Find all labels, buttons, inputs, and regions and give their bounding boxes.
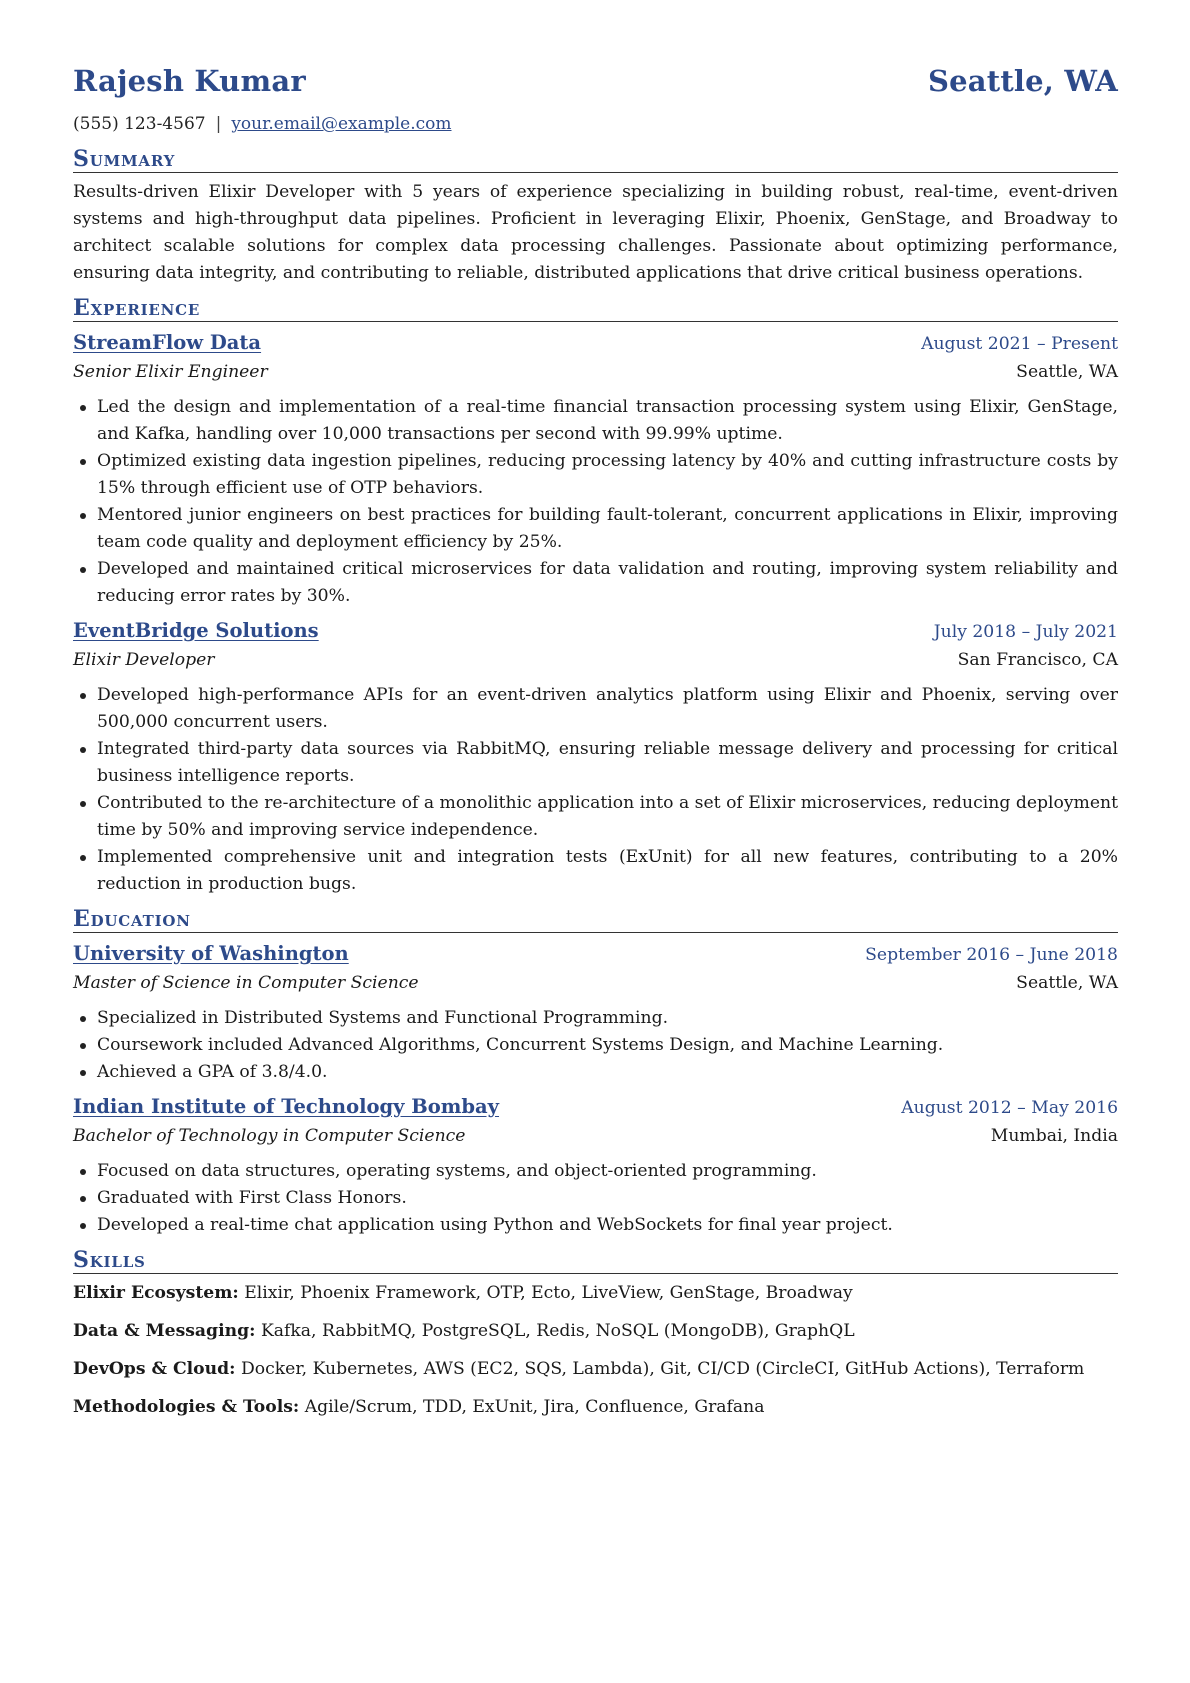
education-entry: [73, 939, 1118, 1086]
skill-items: Agile/Scrum, TDD, ExUnit, Jira, Confluence, Grafana: [304, 1397, 765, 1417]
experience-section: [73, 295, 1118, 898]
degree: Bachelor of Technology in Computer Science: [73, 1126, 466, 1146]
skill-category: Methodologies & Tools:: [73, 1397, 300, 1417]
study-dates: August 2012 – May 2016: [901, 1098, 1118, 1118]
education-entry: [73, 1092, 1118, 1239]
skill-line: [73, 1394, 1118, 1421]
list-item: Achieved a GPA of 3.8/4.0.: [97, 1059, 1118, 1086]
list-item: Focused on data structures, operating systems, and object-oriented programming.: [97, 1158, 1118, 1185]
email-link[interactable]: your.email@example.com: [231, 114, 452, 134]
skills-section: [73, 1247, 1118, 1421]
summary-text: Results-driven Elixir Developer with 5 years of experience specializing in building robust, real-time, event-driven systems and high-throughput data pipelines. Proficient in leveraging Elixir, Phoenix, GenStage, and Broadway to architect scalable solutions for complex data processing challenges. Passionate about optimizing performance, ensuring data integrity, and contributing to reliable, distributed applications that drive critical business operations.: [73, 182, 1118, 283]
list-item: Led the design and implementation of a real-time financial transaction processing system using Elixir, GenStage, and Kafka, handling over 10,000 transactions per second with 99.99% uptime.: [97, 394, 1118, 448]
list-item: Coursework included Advanced Algorithms, Concurrent Systems Design, and Machine Learning.: [97, 1032, 1118, 1059]
institution-name[interactable]: University of Washington: [73, 942, 349, 965]
company-name[interactable]: StreamFlow Data: [73, 331, 262, 354]
education-detail-list: [73, 1158, 1118, 1239]
skill-items: Docker, Kubernetes, AWS (EC2, SQS, Lambda), Git, CI/CD (CircleCI, GitHub Actions), Terraform: [240, 1359, 1085, 1379]
section-title-skills: Skills: [73, 1247, 1118, 1274]
institution-location: Seattle, WA: [1016, 973, 1118, 993]
study-dates: September 2016 – June 2018: [865, 945, 1118, 965]
skill-category: Data & Messaging:: [73, 1321, 256, 1341]
summary-section: [73, 146, 1118, 287]
achievement-list: [73, 682, 1118, 898]
contact-line: [73, 110, 1118, 138]
education-detail-list: [73, 1005, 1118, 1086]
list-item: Specialized in Distributed Systems and Functional Programming.: [97, 1005, 1118, 1032]
skill-category: Elixir Ecosystem:: [73, 1283, 239, 1303]
contact-separator: |: [215, 114, 222, 134]
experience-entry: [73, 616, 1118, 898]
list-item: Developed high-performance APIs for an event-driven analytics platform using Elixir and Phoenix, serving over 500,000 concurrent users.: [97, 682, 1118, 736]
list-item: Optimized existing data ingestion pipelines, reducing processing latency by 40% and cutting infrastructure costs by 15% through efficient use of OTP behaviors.: [97, 448, 1118, 502]
experience-entry: [73, 328, 1118, 610]
list-item: Implemented comprehensive unit and integration tests (ExUnit) for all new features, contributing to a 20% reduction in production bugs.: [97, 844, 1118, 898]
section-title-education: Education: [73, 906, 1118, 933]
list-item: Integrated third-party data sources via RabbitMQ, ensuring reliable message delivery and processing for critical business intelligence reports.: [97, 736, 1118, 790]
employment-dates: July 2018 – July 2021: [933, 622, 1118, 642]
job-title: Senior Elixir Engineer: [73, 362, 268, 382]
candidate-name: Rajesh Kumar: [73, 64, 306, 98]
list-item: Mentored junior engineers on best practices for building fault-tolerant, concurrent applications in Elixir, improving team code quality and deployment efficiency by 25%.: [97, 502, 1118, 556]
section-title-experience: Experience: [73, 295, 1118, 322]
education-section: [73, 906, 1118, 1239]
skill-line: [73, 1280, 1118, 1307]
institution-location: Mumbai, India: [990, 1126, 1118, 1146]
degree: Master of Science in Computer Science: [73, 973, 419, 993]
list-item: Graduated with First Class Honors.: [97, 1185, 1118, 1212]
employment-dates: August 2021 – Present: [921, 334, 1118, 354]
list-item: Developed and maintained critical microservices for data validation and routing, improving system reliability and reducing error rates by 30%.: [97, 556, 1118, 610]
skill-line: [73, 1318, 1118, 1345]
phone-number: (555) 123-4567: [73, 114, 206, 134]
skill-items: Elixir, Phoenix Framework, OTP, Ecto, LiveView, GenStage, Broadway: [244, 1283, 853, 1303]
candidate-location: Seattle, WA: [927, 64, 1118, 98]
job-location: San Francisco, CA: [957, 650, 1118, 670]
company-name[interactable]: EventBridge Solutions: [73, 619, 319, 642]
list-item: Developed a real-time chat application using Python and WebSockets for final year project.: [97, 1212, 1118, 1239]
section-title-summary: Summary: [73, 146, 1118, 173]
job-location: Seattle, WA: [1016, 362, 1118, 382]
resume-header: [73, 64, 1118, 104]
job-title: Elixir Developer: [73, 650, 215, 670]
skill-items: Kafka, RabbitMQ, PostgreSQL, Redis, NoSQL (MongoDB), GraphQL: [260, 1321, 855, 1341]
skills-list: [73, 1280, 1118, 1421]
institution-name[interactable]: Indian Institute of Technology Bombay: [73, 1095, 500, 1118]
achievement-list: [73, 394, 1118, 610]
skill-category: DevOps & Cloud:: [73, 1359, 236, 1379]
list-item: Contributed to the re-architecture of a monolithic application into a set of Elixir microservices, reducing deployment time by 50% and improving service independence.: [97, 790, 1118, 844]
skill-line: [73, 1356, 1118, 1383]
